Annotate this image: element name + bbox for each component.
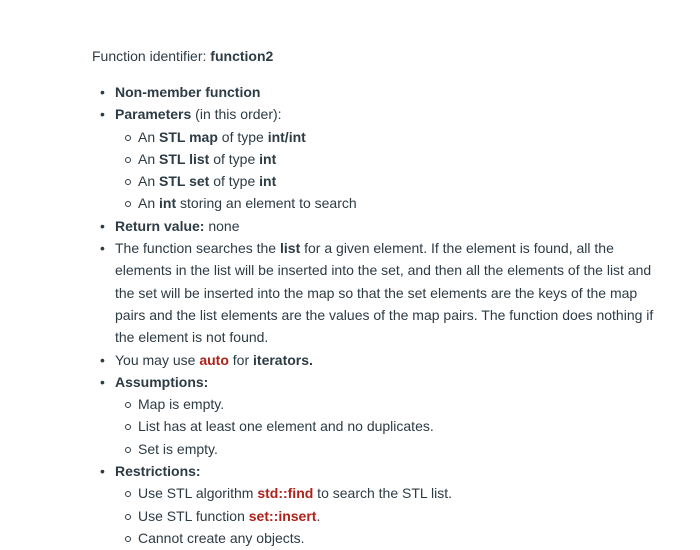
param-strong: int/int [267,128,306,145]
description-strong: list [280,240,301,257]
restriction-objects [138,527,672,549]
assumption-text: Map is empty. [138,396,225,413]
list-item-description [100,237,672,348]
assumption-text: List has at least one element and no duplicates. [138,418,434,435]
auto-note-text: for [228,351,254,368]
param-int [138,192,672,214]
bullet-icon: • [100,106,105,123]
function-identifier [92,45,672,67]
assumptions-label: Assumptions: [115,373,209,390]
param-text: of type [217,128,268,145]
restriction-text: Use STL function [138,507,249,524]
bullet-icon: • [100,217,105,234]
assumption-item [138,438,672,460]
param-strong: int [259,173,277,190]
assumption-item [138,415,672,437]
iterators-strong: iterators. [253,351,313,368]
param-strong: STL map [159,128,218,145]
hollow-bullet-icon [125,402,131,408]
list-item-return-value [100,215,672,237]
hollow-bullet-icon [125,536,131,542]
bullet-icon: • [100,463,105,480]
restriction-text: Use STL algorithm [138,485,258,502]
non-member-text: Non-member function [115,84,261,100]
set-insert-keyword: set::insert [248,507,317,524]
identifier-name: function2 [210,48,274,64]
list-item-restrictions [100,460,672,549]
param-strong: int [259,150,277,167]
list-item-assumptions [100,371,672,460]
assumptions-sublist [115,393,672,460]
hollow-bullet-icon [125,201,131,207]
param-text: An [138,195,160,212]
param-map [138,126,672,148]
param-text: An [138,128,160,145]
param-strong: STL set [159,173,210,190]
param-text: An [138,150,160,167]
document-body [92,45,672,549]
param-text: of type [209,150,260,167]
hollow-bullet-icon [125,491,131,497]
return-value-text: none [204,217,240,234]
bullet-icon: • [100,240,105,257]
restrictions-sublist [115,482,672,549]
parameters-suffix: (in this order): [191,106,282,123]
param-text: storing an element to search [176,195,357,212]
return-value-label: Return value: [115,217,205,234]
bullet-icon: • [100,84,105,100]
description-text: for a given element. If the element is found, all the elements in the list will be inserted into the set, and then all the elements of the list and the set will be inserted into the map so that the set elements are the keys of the map pairs and the list elements are the values of the map pairs. The function does nothing if the element is not found. [115,240,654,346]
hollow-bullet-icon [125,179,131,185]
param-list [138,148,672,170]
description-text: The function searches the [115,240,280,257]
bullet-icon: • [100,373,105,390]
hollow-bullet-icon [125,135,131,141]
bullet-icon: • [100,351,105,368]
list-item-non-member [100,81,672,103]
param-set [138,170,672,192]
restriction-text: to search the STL list. [313,485,453,502]
parameters-sublist [115,126,672,215]
restriction-insert [138,505,672,527]
spec-list [92,81,672,549]
parameters-label: Parameters [115,106,192,123]
param-strong: STL list [159,150,210,167]
restriction-text: . [316,507,321,524]
list-item-parameters [100,103,672,214]
param-text: An [138,173,160,190]
restriction-text: Cannot create any objects. [138,529,305,546]
assumption-text: Set is empty. [138,440,218,457]
restrictions-label: Restrictions: [115,463,201,480]
param-text: of type [209,173,260,190]
assumption-item [138,393,672,415]
description-paragraph [115,237,667,348]
hollow-bullet-icon [125,157,131,163]
param-strong: int [159,195,177,212]
auto-note-text: You may use [115,351,200,368]
identifier-label: Function identifier: [92,48,211,64]
hollow-bullet-icon [125,447,131,453]
list-item-auto-note [100,349,672,371]
auto-keyword: auto [199,351,229,368]
hollow-bullet-icon [125,424,131,430]
restriction-find [138,482,672,504]
std-find-keyword: std::find [257,485,314,502]
hollow-bullet-icon [125,514,131,520]
